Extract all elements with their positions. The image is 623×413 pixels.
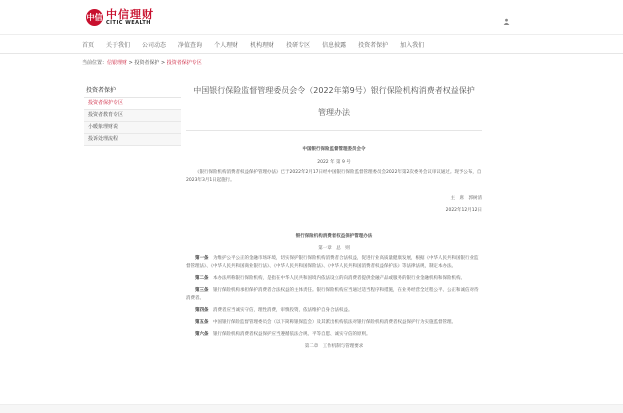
article-clause bbox=[186, 307, 482, 315]
order-intro: 《银行保险机构消费者权益保护管理办法》已于2022年2月17日经中国银行保险监督管理委员会2022年第2次委务会议审议通过。现予公布，自2023年3月1日起施行。 bbox=[186, 170, 482, 183]
nav-item-join-us[interactable]: 加入我们 bbox=[400, 42, 425, 49]
signed-date: 2022年12月12日 bbox=[445, 208, 482, 213]
breadcrumb-separator: > bbox=[159, 60, 167, 66]
nav-item-home[interactable]: 首页 bbox=[82, 42, 95, 49]
article-clause bbox=[186, 319, 482, 327]
nav-item-personal-wealth[interactable]: 个人理财 bbox=[214, 42, 239, 49]
breadcrumb-separator: > bbox=[127, 60, 135, 66]
chapter-heading: 第一章 总 则 bbox=[318, 246, 350, 251]
nav-item-investor-protection[interactable]: 投资者保护 bbox=[358, 42, 389, 49]
citic-logo-icon: 中信 bbox=[86, 9, 103, 26]
breadcrumb bbox=[82, 59, 202, 66]
clause-text: 银行保险机构消费者权益保护应当遵循依法合规、平等自愿、诚实守信的原则。 bbox=[213, 332, 371, 337]
article-title-line2: 管理办法 bbox=[318, 108, 350, 117]
nav-item-research[interactable]: 投研专区 bbox=[286, 42, 311, 49]
logo-chinese-name: 中信理财 bbox=[106, 8, 154, 21]
signer-name: 郭树清 bbox=[468, 196, 482, 201]
nav-item-news[interactable]: 公司动态 bbox=[142, 42, 167, 49]
order-issuer: 中国银行保险监督管理委员会令 bbox=[302, 147, 366, 152]
clause-text: 中国银行保险监督管理委员会（以下简称银保监会）及其派出机构依法对银行保险机构消费者权益保护行为实施监督管理。 bbox=[213, 320, 456, 325]
person-icon[interactable] bbox=[503, 18, 510, 27]
clause-label: 第五条 bbox=[195, 320, 209, 325]
breadcrumb-prefix: 当前位置： bbox=[82, 60, 108, 66]
signature bbox=[186, 195, 482, 201]
article bbox=[186, 80, 482, 349]
article-title bbox=[186, 80, 482, 131]
article-title-line1: 中国银行保险监督管理委员会令（2022年第9号）银行保险机构消费者权益保护 bbox=[193, 86, 475, 95]
clause-text: 消费者应当诚实守信，理性消费，审慎投资，依法维护自身合法权益。 bbox=[213, 308, 353, 313]
article-clause bbox=[186, 255, 482, 271]
article-clause bbox=[186, 331, 482, 339]
clause-label: 第四条 bbox=[195, 308, 209, 313]
clause-label: 第三条 bbox=[195, 288, 209, 293]
law-title: 银行保险机构消费者权益保护管理办法 bbox=[295, 234, 373, 239]
sidebar bbox=[84, 82, 181, 146]
logo-english-name: CITIC WEALTH bbox=[106, 20, 151, 26]
sidebar-item-education-zone[interactable]: 投资者教育专区 bbox=[84, 110, 181, 122]
clause-text: 为维护公平公正的金融市场环境，切实保护银行保险机构消费者合法权益，促进行业高质量健康发展，根据《中华人民共和国银行业监督管理法》、《中华人民共和国商业银行法》、《中华人民共和国保险法》、《中华人民共和国消费者权益保护法》等法律法规，制定本办法。 bbox=[186, 256, 479, 269]
breadcrumb-level2[interactable]: 投资者保护 bbox=[134, 60, 160, 66]
signer-role: 主 席 bbox=[450, 196, 464, 201]
nav-item-disclosure[interactable]: 信息披露 bbox=[322, 42, 347, 49]
sidebar-title: 投资者保护 bbox=[84, 82, 181, 98]
breadcrumb-home[interactable]: 信银理财 bbox=[107, 60, 128, 66]
nav-item-about[interactable]: 关于我们 bbox=[106, 42, 131, 49]
main-nav bbox=[0, 34, 623, 54]
chapter-heading: 第二章 工作机制与管理要求 bbox=[304, 344, 364, 349]
clause-label: 第二条 bbox=[195, 276, 209, 281]
article-clause bbox=[186, 275, 482, 283]
article-clause bbox=[186, 287, 482, 303]
clause-label: 第六条 bbox=[195, 332, 209, 337]
sidebar-item-complaint-process[interactable]: 投诉处理流程 bbox=[84, 134, 181, 146]
sidebar-item-wealth-talk[interactable]: 小暖象理财说 bbox=[84, 122, 181, 134]
order-number: 2022 年 第 9 号 bbox=[317, 160, 351, 165]
brand-logo[interactable] bbox=[86, 9, 154, 26]
clause-text: 银行保险机构承担保护消费者合法权益的主体责任。银行保险机构应当通过适当程序和措施，在业务经营全过程公平、公正和诚信对待消费者。 bbox=[186, 288, 479, 301]
clause-text: 本办法所称银行保险机构，是指在中华人民共和国境内依法设立的向消费者提供金融产品或服务的银行业金融机构和保险机构。 bbox=[213, 276, 465, 281]
clause-label: 第一条 bbox=[195, 256, 209, 261]
nav-item-institutional-wealth[interactable]: 机构理财 bbox=[250, 42, 275, 49]
top-header bbox=[0, 0, 623, 34]
sidebar-item-protection-zone[interactable]: 投资者保护专区 bbox=[84, 98, 181, 110]
nav-item-nav-query[interactable]: 净值查询 bbox=[178, 42, 203, 49]
breadcrumb-level3[interactable]: 投资者保护专区 bbox=[166, 60, 202, 66]
